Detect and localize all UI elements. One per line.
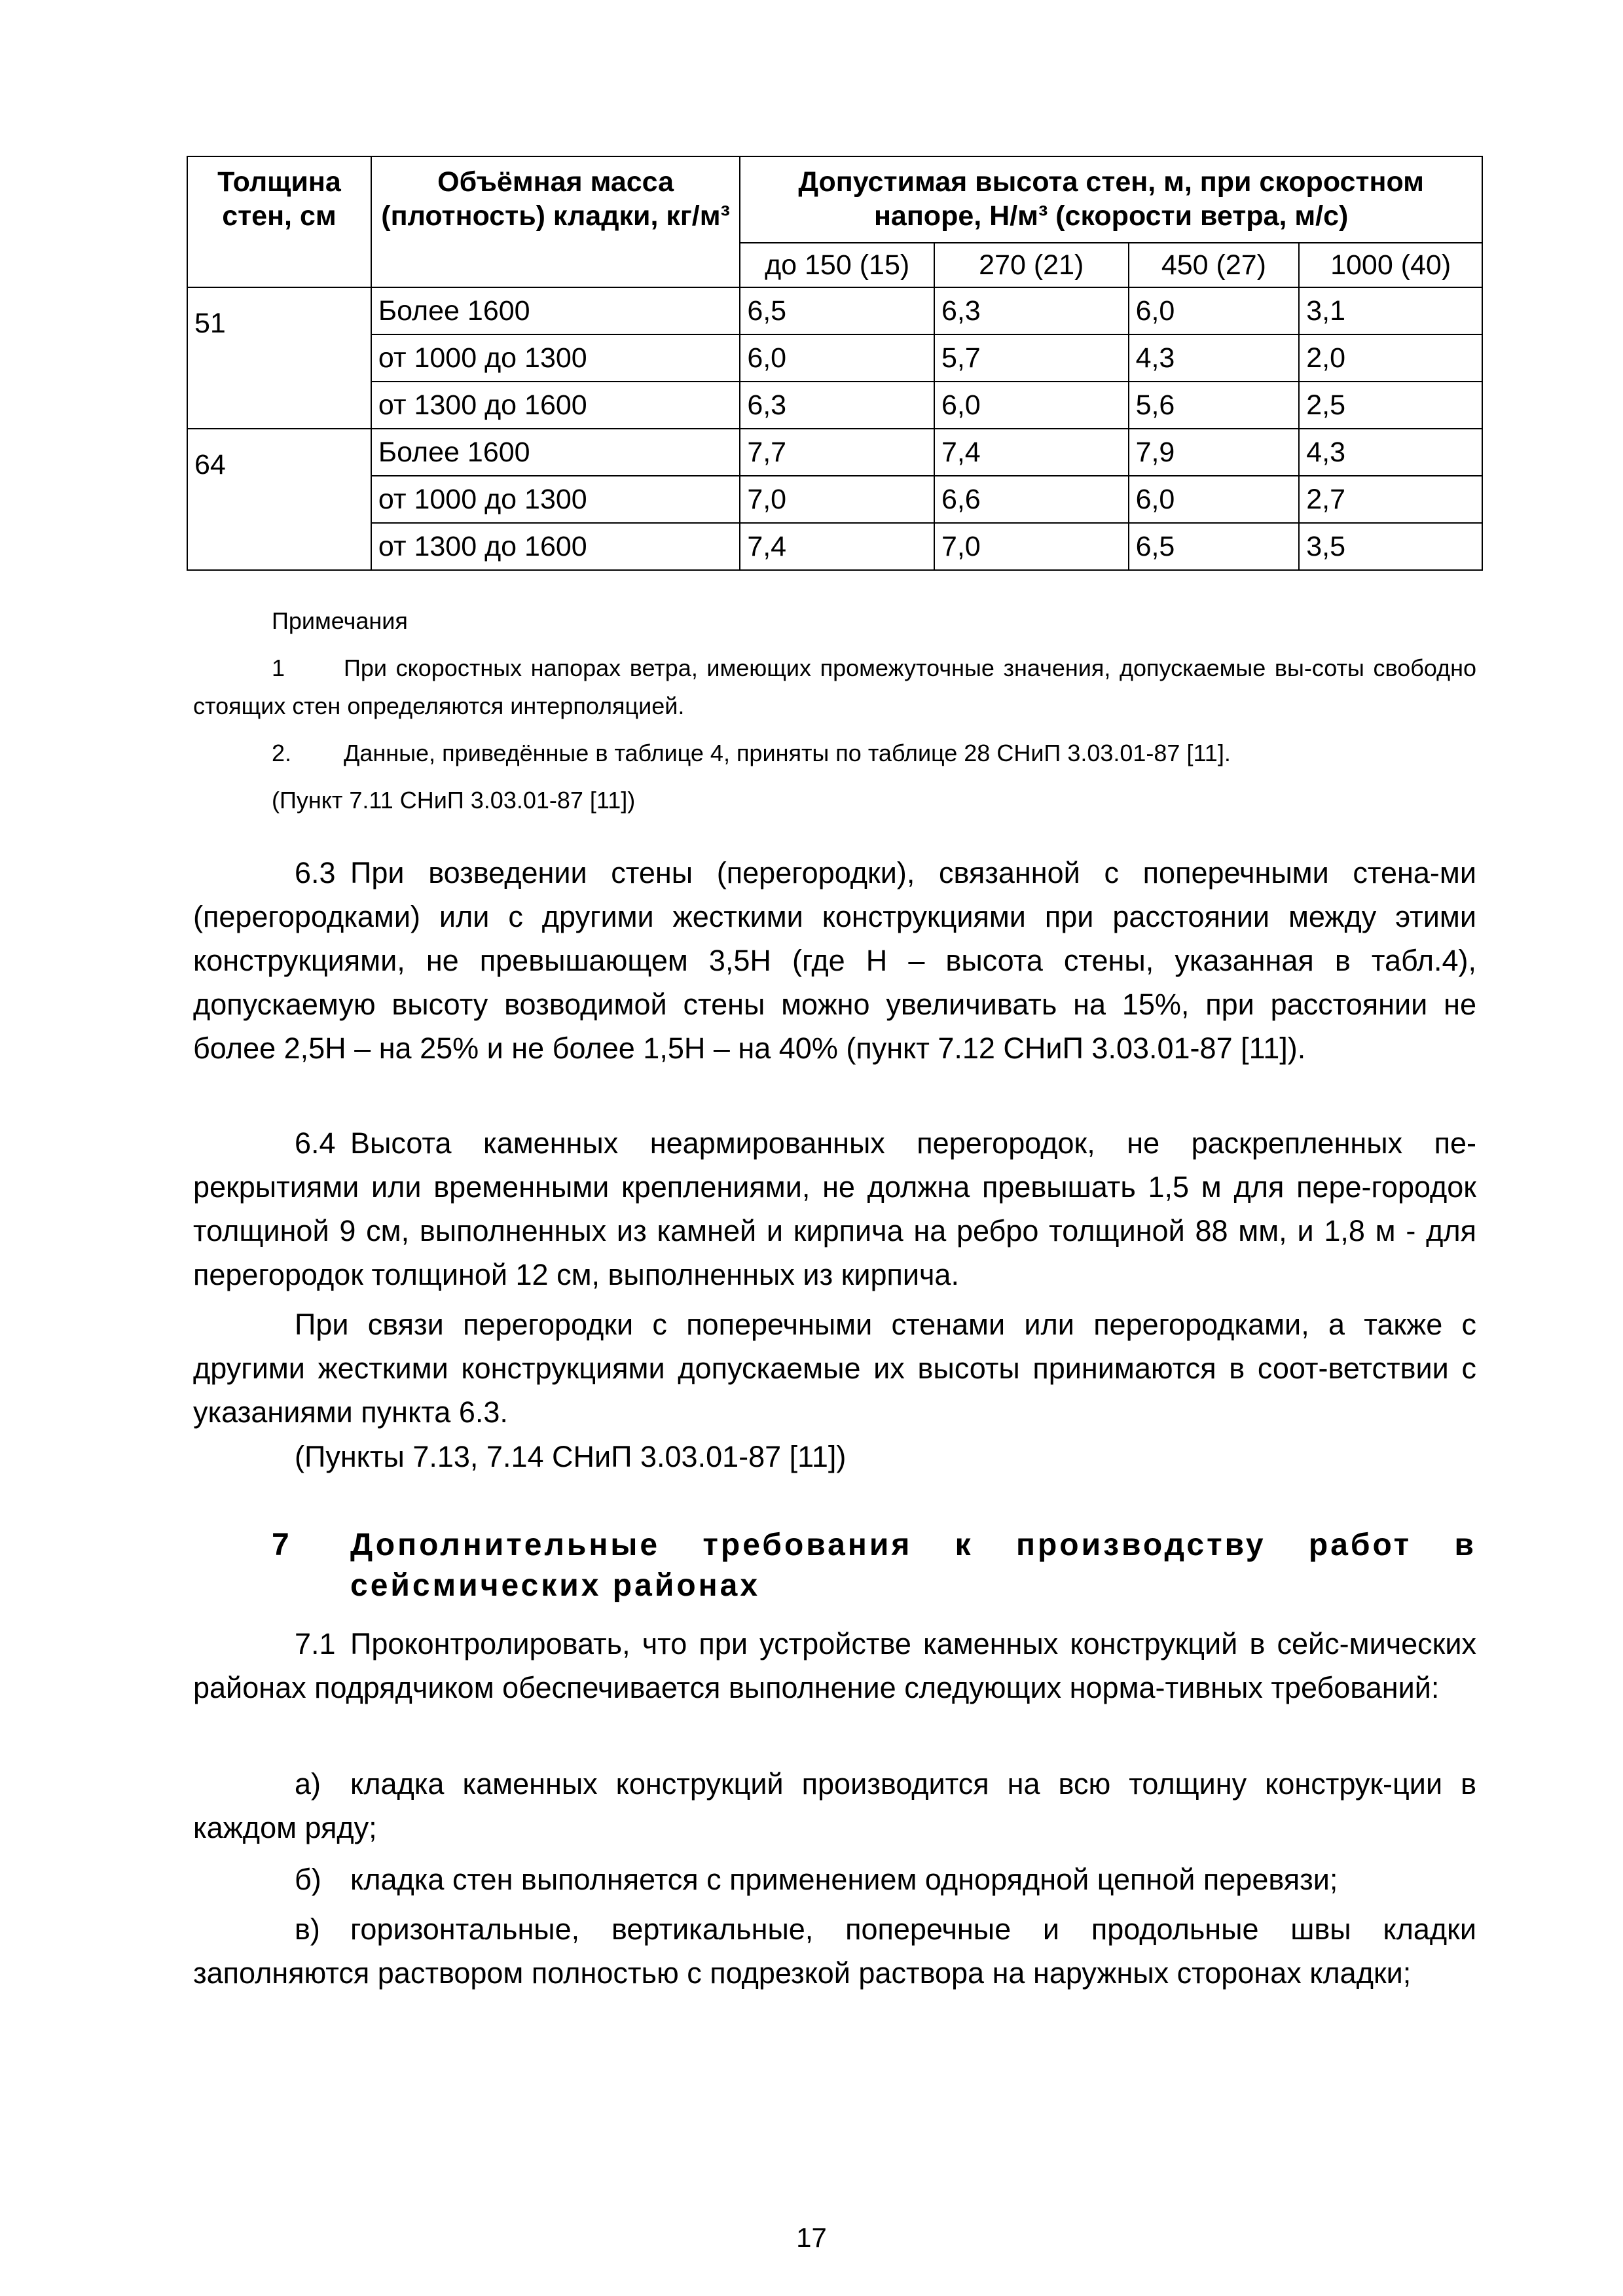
height-value-cell: 3,1 [1299, 287, 1482, 334]
table-row [187, 476, 1482, 523]
paragraph-text: Проконтролировать, что при устройстве каменных конструкций в сейс-мических районах подрядчиком обеспечивается выполнение следующих норма-тивных требований: [193, 1627, 1476, 1704]
note-text: Данные, приведённые в таблице 4, приняты по таблице 28 СНиП 3.03.01-87 [11]. [344, 740, 1231, 766]
height-value-cell: 7,4 [740, 523, 934, 570]
list-marker: в) [295, 1912, 320, 1946]
height-value-cell: 6,3 [740, 382, 934, 429]
height-value-cell: 7,4 [934, 429, 1129, 476]
height-value-cell: 7,0 [934, 523, 1129, 570]
list-item [193, 1907, 1476, 1995]
thickness-cell: 64 [187, 429, 371, 570]
table-row [187, 382, 1482, 429]
height-value-cell: 2,0 [1299, 334, 1482, 382]
height-value-cell: 4,3 [1299, 429, 1482, 476]
wall-height-table [187, 156, 1483, 571]
density-cell: от 1000 до 1300 [371, 334, 740, 382]
height-value-cell: 2,5 [1299, 382, 1482, 429]
notes-title: Примечания [272, 607, 408, 634]
paragraph-number: 7.1 [295, 1627, 336, 1660]
paragraph-number: 6.3 [295, 856, 336, 889]
paragraph-7-1 [193, 1622, 1476, 1710]
paragraph-text: При возведении стены (перегородки), связанной с поперечными стена-ми (перегородками) или с другими жесткими конструкциями при расстоянии между этими конструкциями, не превышающем 3,5Н (где Н – высота стены, указанная в табл.4), допускаемую высоту возводимой стены можно увеличивать на 15%, при расстоянии не более 2,5Н – на 25% и не более 1,5Н – на 40% (пункт 7.12 СНиП 3.03.01-87 [11]). [193, 856, 1476, 1065]
density-cell: от 1300 до 1600 [371, 382, 740, 429]
paragraph-6-4 [193, 1121, 1476, 1297]
density-cell: Более 1600 [371, 287, 740, 334]
paragraph-6-3 [193, 851, 1476, 1070]
header-density: Объёмная масса (плотность) кладки, кг/м³ [371, 156, 740, 287]
table-row [187, 429, 1482, 476]
list-text: кладка стен выполняется с применением однорядной цепной перевязи; [350, 1863, 1338, 1896]
paragraph-number: 6.4 [295, 1126, 336, 1160]
list-marker: а) [295, 1767, 321, 1801]
height-value-cell: 5,6 [1129, 382, 1300, 429]
list-marker: б) [295, 1863, 321, 1896]
list-item [193, 1857, 1476, 1901]
paragraph-source: (Пункты 7.13, 7.14 СНиП 3.03.01-87 [11]) [295, 1440, 847, 1473]
height-value-cell: 7,7 [740, 429, 934, 476]
height-value-cell: 7,9 [1129, 429, 1300, 476]
header-pressure: до 150 (15) [740, 243, 934, 287]
height-value-cell: 5,7 [934, 334, 1129, 382]
thickness-cell: 51 [187, 287, 371, 429]
notes-source: (Пункт 7.11 СНиП 3.03.01-87 [11]) [272, 787, 636, 814]
density-cell: Более 1600 [371, 429, 740, 476]
note-item [193, 649, 1476, 725]
height-value-cell: 7,0 [740, 476, 934, 523]
note-text: При скоростных напорах ветра, имеющих промежуточные значения, допускаемые вы-соты свободно стоящих стен определяются интерполяцией. [193, 655, 1476, 719]
density-cell: от 1000 до 1300 [371, 476, 740, 523]
height-value-cell: 6,0 [1129, 476, 1300, 523]
height-value-cell: 6,0 [1129, 287, 1300, 334]
note-number: 2. [272, 740, 292, 766]
height-value-cell: 6,0 [934, 382, 1129, 429]
height-value-cell: 2,7 [1299, 476, 1482, 523]
paragraph-text: Высота каменных неармированных перегородок, не раскрепленных пе-рекрытиями или временными креплениями, не должна превышать 1,5 м для пере-городок толщиной 9 см, выполненных из камней и кирпича на ребро толщиной 88 мм, и 1,8 м - для перегородок толщиной 12 см, выполненных из кирпича. [193, 1126, 1476, 1291]
header-pressure: 1000 (40) [1299, 243, 1482, 287]
table-row [187, 287, 1482, 334]
table-row [187, 523, 1482, 570]
section-number: 7 [272, 1528, 292, 1562]
density-cell: от 1300 до 1600 [371, 523, 740, 570]
height-value-cell: 6,0 [740, 334, 934, 382]
header-pressure: 450 (27) [1129, 243, 1300, 287]
header-pressure: 270 (21) [934, 243, 1129, 287]
paragraph-6-4b: При связи перегородки с поперечными стенами или перегородками, а также с другими жесткими конструкциями допускаемые их высоты принимаются в соот-ветствии с указаниями пункта 6.3. [193, 1308, 1476, 1429]
section-7-heading [193, 1525, 1476, 1606]
section-title: Дополнительные требования к производству работ в сейсмических районах [350, 1528, 1476, 1603]
height-value-cell: 6,5 [740, 287, 934, 334]
height-value-cell: 6,6 [934, 476, 1129, 523]
note-item [193, 734, 1476, 772]
height-value-cell: 6,3 [934, 287, 1129, 334]
header-thickness: Толщина стен, см [187, 156, 371, 287]
height-value-cell: 4,3 [1129, 334, 1300, 382]
height-value-cell: 3,5 [1299, 523, 1482, 570]
list-item [193, 1762, 1476, 1850]
note-number: 1 [272, 655, 285, 681]
header-height: Допустимая высота стен, м, при скоростном напоре, Н/м³ (скорости ветра, м/с) [740, 156, 1482, 243]
list-text: кладка каменных конструкций производится на всю толщину конструк-ции в каждом ряду; [193, 1767, 1476, 1844]
page-number: 17 [796, 2222, 827, 2253]
table-row [187, 334, 1482, 382]
list-text: горизонтальные, вертикальные, поперечные и продольные швы кладки заполняются раствором полностью с подрезкой раствора на наружных сторонах кладки; [193, 1912, 1476, 1990]
height-value-cell: 6,5 [1129, 523, 1300, 570]
